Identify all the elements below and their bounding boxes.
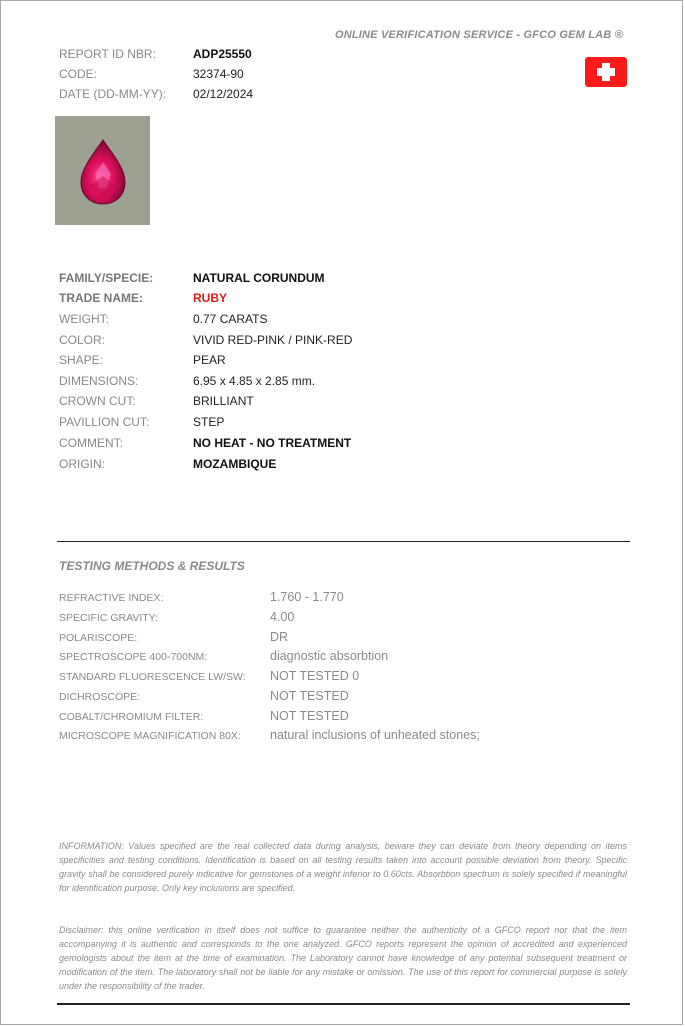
origin-label: ORIGIN:	[59, 457, 106, 471]
swiss-flag-icon	[585, 57, 627, 87]
divider-bottom	[57, 1003, 630, 1005]
family-label: FAMILY/SPECIE:	[59, 271, 154, 285]
testing-label: SPECIFIC GRAVITY:	[59, 612, 158, 624]
shape-value: PEAR	[193, 353, 226, 367]
report-id-value: ADP25550	[193, 47, 252, 61]
weight-value: 0.77 CARATS	[193, 312, 268, 326]
crown-value: BRILLIANT	[193, 394, 254, 408]
code-label: CODE:	[59, 67, 98, 81]
gem-photo	[55, 116, 150, 225]
testing-value: natural inclusions of unheated stones;	[270, 728, 480, 742]
testing-value: 1.760 - 1.770	[270, 590, 344, 604]
divider-top	[57, 541, 630, 542]
dimensions-label: DIMENSIONS:	[59, 374, 139, 388]
information-note: INFORMATION: Values specified are the real collected data during analysis, beware they can deviate from theory depending on items specificities and testing conditions. Identification is based on all testing results taken into account possible deviation from theory. Specific gravity shall be considered purely indicative for gemstones of a weight inferior to 0.60cts. Absorbtion spectrum is solely specified if meaningful for identification purpose. Only key inclusions are specified.	[59, 841, 627, 893]
report-id-label: REPORT ID NBR:	[59, 47, 156, 61]
family-value: NATURAL CORUNDUM	[193, 271, 325, 285]
pavillion-label: PAVILLION CUT:	[59, 415, 150, 429]
testing-label: POLARISCOPE:	[59, 632, 138, 644]
trade-value: RUBY	[193, 291, 228, 305]
trade-label: TRADE NAME:	[59, 291, 143, 305]
color-label: COLOR:	[59, 333, 106, 347]
testing-title: TESTING METHODS & RESULTS	[59, 559, 245, 573]
dimensions-value: 6.95 x 4.85 x 2.85 mm.	[193, 374, 316, 388]
testing-label: SPECTROSCOPE 400-700NM:	[59, 651, 208, 663]
comment-label: COMMENT:	[59, 436, 123, 450]
testing-value: NOT TESTED	[270, 709, 349, 723]
code-value: 32374-90	[193, 67, 244, 81]
origin-value: MOZAMBIQUE	[193, 457, 277, 471]
testing-label: REFRACTIVE INDEX:	[59, 592, 164, 604]
pavillion-value: STEP	[193, 415, 225, 429]
testing-value: 4.00	[270, 610, 295, 624]
disclaimer-note: Disclaimer: this online verification in itself does not suffice to guarantee neither the authenticity of a GFCO report nor that the item accompanying it is authentic and corresponds to the one analyzed. GFCO reports represent the opinion of accredited and experienced gemologists about the item at the time of examination. The Laboratory cannot have knowledge of any potential subsequent treatment or modification of the item. The laboratory shall not be liable for any mistake or omission. The use of this report for commercial purpose is solely under the responsibility of the trader.	[59, 925, 627, 991]
testing-label: COBALT/CHROMIUM FILTER:	[59, 711, 204, 723]
testing-value: NOT TESTED 0	[270, 669, 360, 683]
weight-label: WEIGHT:	[59, 312, 109, 326]
date-label: DATE (DD-MM-YY):	[59, 87, 167, 101]
comment-value: NO HEAT - NO TREATMENT	[193, 436, 352, 450]
testing-value: DR	[270, 630, 289, 644]
crown-label: CROWN CUT:	[59, 394, 136, 408]
testing-value: diagnostic absorbtion	[270, 649, 389, 663]
testing-value: NOT TESTED	[270, 689, 349, 703]
color-value: VIVID RED-PINK / PINK-RED	[193, 333, 353, 347]
testing-label: STANDARD FLUORESCENCE LW/SW:	[59, 671, 246, 683]
testing-label: DICHROSCOPE:	[59, 691, 141, 703]
date-value: 02/12/2024	[193, 87, 254, 101]
testing-label: MICROSCOPE MAGNIFICATION 80X:	[59, 730, 241, 742]
header-title: ONLINE VERIFICATION SERVICE - GFCO GEM LAB ®	[334, 29, 623, 41]
shape-label: SHAPE:	[59, 353, 104, 367]
